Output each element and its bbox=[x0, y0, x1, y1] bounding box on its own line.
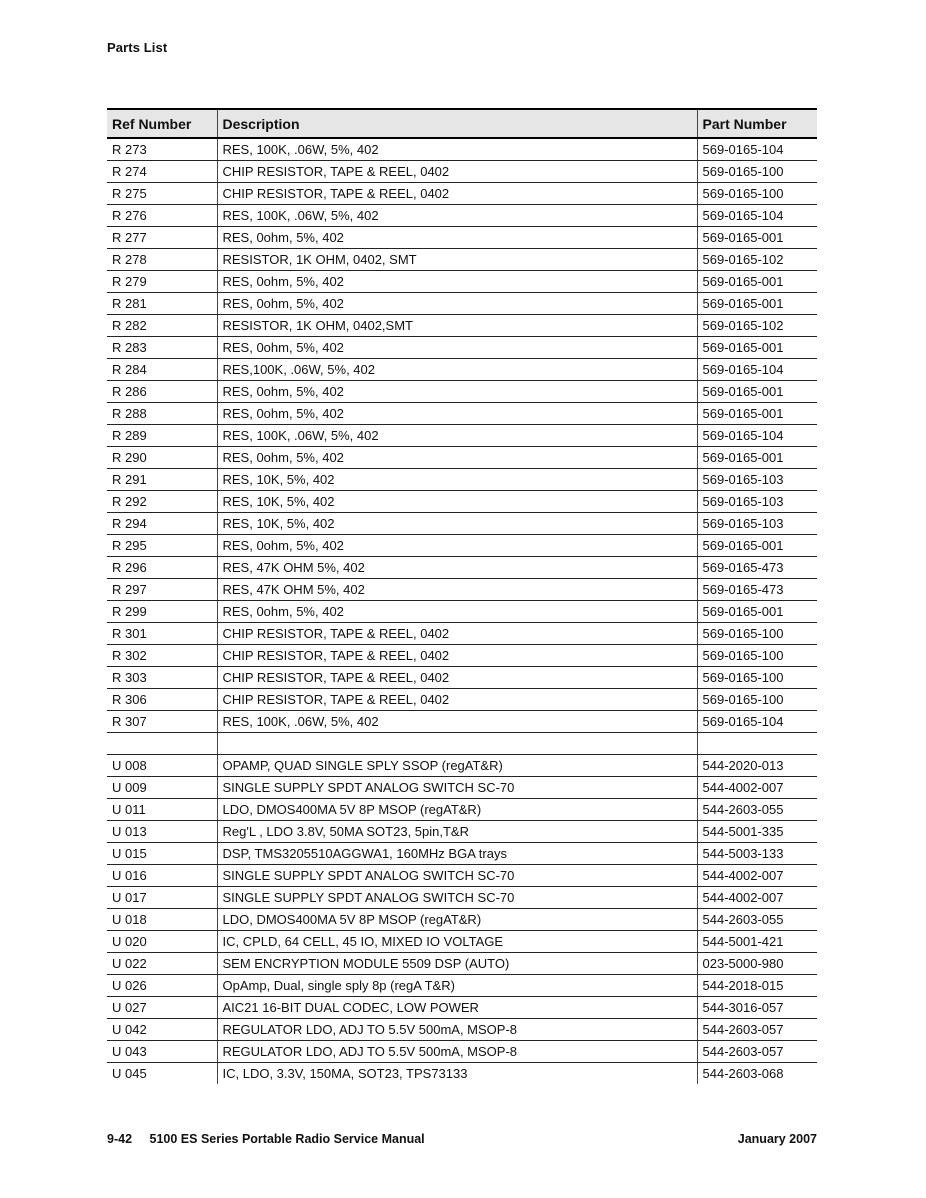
part-number-cell: 569-0165-104 bbox=[697, 711, 817, 733]
table-row bbox=[107, 513, 817, 535]
table-row bbox=[107, 689, 817, 711]
table-row bbox=[107, 491, 817, 513]
description-cell: CHIP RESISTOR, TAPE & REEL, 0402 bbox=[217, 667, 697, 689]
description-cell: REGULATOR LDO, ADJ TO 5.5V 500mA, MSOP-8 bbox=[217, 1019, 697, 1041]
description-cell: SINGLE SUPPLY SPDT ANALOG SWITCH SC-70 bbox=[217, 865, 697, 887]
part-number-cell: 569-0165-104 bbox=[697, 138, 817, 161]
ref-number-cell: U 008 bbox=[107, 755, 217, 777]
description-cell: RES, 0ohm, 5%, 402 bbox=[217, 447, 697, 469]
table-row bbox=[107, 227, 817, 249]
part-number-cell: 569-0165-104 bbox=[697, 359, 817, 381]
parts-table-container bbox=[107, 108, 817, 1084]
part-number-cell: 544-2603-057 bbox=[697, 1041, 817, 1063]
ref-number-cell: R 283 bbox=[107, 337, 217, 359]
footer-date: January 2007 bbox=[737, 1132, 817, 1146]
description-cell: RES, 47K OHM 5%, 402 bbox=[217, 557, 697, 579]
ref-number-cell: R 301 bbox=[107, 623, 217, 645]
table-row bbox=[107, 667, 817, 689]
description-cell: RES, 100K, .06W, 5%, 402 bbox=[217, 138, 697, 161]
ref-number-cell: R 296 bbox=[107, 557, 217, 579]
ref-number-cell: R 274 bbox=[107, 161, 217, 183]
part-number-cell: 569-0165-001 bbox=[697, 447, 817, 469]
part-number-cell: 569-0165-001 bbox=[697, 403, 817, 425]
ref-number-cell: U 026 bbox=[107, 975, 217, 997]
part-number-cell: 569-0165-001 bbox=[697, 271, 817, 293]
ref-number-cell: R 295 bbox=[107, 535, 217, 557]
table-row bbox=[107, 711, 817, 733]
ref-number-cell: R 275 bbox=[107, 183, 217, 205]
part-number-cell bbox=[697, 733, 817, 755]
footer-left bbox=[107, 1132, 425, 1146]
table-row bbox=[107, 975, 817, 997]
table-row bbox=[107, 1041, 817, 1063]
part-number-cell: 569-0165-102 bbox=[697, 315, 817, 337]
parts-table bbox=[107, 108, 817, 1084]
table-row bbox=[107, 337, 817, 359]
ref-number-cell: R 297 bbox=[107, 579, 217, 601]
table-row bbox=[107, 997, 817, 1019]
ref-number-cell: R 303 bbox=[107, 667, 217, 689]
table-row bbox=[107, 359, 817, 381]
part-number-cell: 544-2603-068 bbox=[697, 1063, 817, 1085]
part-number-cell: 544-3016-057 bbox=[697, 997, 817, 1019]
description-cell: DSP, TMS3205510AGGWA1, 160MHz BGA trays bbox=[217, 843, 697, 865]
ref-number-cell: R 294 bbox=[107, 513, 217, 535]
part-number-cell: 569-0165-100 bbox=[697, 667, 817, 689]
ref-number-cell: U 043 bbox=[107, 1041, 217, 1063]
description-cell: CHIP RESISTOR, TAPE & REEL, 0402 bbox=[217, 161, 697, 183]
part-number-cell: 544-2603-055 bbox=[697, 799, 817, 821]
description-cell: RES, 100K, .06W, 5%, 402 bbox=[217, 425, 697, 447]
table-row bbox=[107, 755, 817, 777]
description-cell: RES, 0ohm, 5%, 402 bbox=[217, 271, 697, 293]
part-number-cell: 544-2603-057 bbox=[697, 1019, 817, 1041]
description-cell: RES,100K, .06W, 5%, 402 bbox=[217, 359, 697, 381]
ref-number-cell: R 299 bbox=[107, 601, 217, 623]
description-cell: RES, 0ohm, 5%, 402 bbox=[217, 227, 697, 249]
ref-number-cell: R 288 bbox=[107, 403, 217, 425]
table-body bbox=[107, 138, 817, 1084]
part-number-cell: 569-0165-103 bbox=[697, 469, 817, 491]
description-cell: RES, 0ohm, 5%, 402 bbox=[217, 403, 697, 425]
part-number-cell: 544-5001-335 bbox=[697, 821, 817, 843]
description-cell: CHIP RESISTOR, TAPE & REEL, 0402 bbox=[217, 623, 697, 645]
description-cell: RES, 47K OHM 5%, 402 bbox=[217, 579, 697, 601]
description-cell: IC, CPLD, 64 CELL, 45 IO, MIXED IO VOLTAGE bbox=[217, 931, 697, 953]
part-number-cell: 569-0165-104 bbox=[697, 425, 817, 447]
table-row bbox=[107, 777, 817, 799]
table-row bbox=[107, 249, 817, 271]
ref-number-cell: U 042 bbox=[107, 1019, 217, 1041]
table-row bbox=[107, 623, 817, 645]
ref-number-cell bbox=[107, 733, 217, 755]
description-cell: Reg'L , LDO 3.8V, 50MA SOT23, 5pin,T&R bbox=[217, 821, 697, 843]
description-cell: OPAMP, QUAD SINGLE SPLY SSOP (regAT&R) bbox=[217, 755, 697, 777]
description-cell: RES, 10K, 5%, 402 bbox=[217, 469, 697, 491]
page-header-title: Parts List bbox=[107, 40, 168, 55]
ref-number-cell: R 281 bbox=[107, 293, 217, 315]
table-row bbox=[107, 403, 817, 425]
description-cell: RES, 10K, 5%, 402 bbox=[217, 491, 697, 513]
ref-number-cell: U 011 bbox=[107, 799, 217, 821]
part-number-cell: 569-0165-001 bbox=[697, 601, 817, 623]
description-cell: OpAmp, Dual, single sply 8p (regA T&R) bbox=[217, 975, 697, 997]
column-header-ref-number: Ref Number bbox=[107, 109, 217, 138]
description-cell: IC, LDO, 3.3V, 150MA, SOT23, TPS73133 bbox=[217, 1063, 697, 1085]
description-cell: SEM ENCRYPTION MODULE 5509 DSP (AUTO) bbox=[217, 953, 697, 975]
part-number-cell: 023-5000-980 bbox=[697, 953, 817, 975]
ref-number-cell: R 284 bbox=[107, 359, 217, 381]
description-cell: REGULATOR LDO, ADJ TO 5.5V 500mA, MSOP-8 bbox=[217, 1041, 697, 1063]
ref-number-cell: R 289 bbox=[107, 425, 217, 447]
description-cell: RES, 0ohm, 5%, 402 bbox=[217, 293, 697, 315]
table-row bbox=[107, 843, 817, 865]
description-cell: CHIP RESISTOR, TAPE & REEL, 0402 bbox=[217, 689, 697, 711]
description-cell: RES, 0ohm, 5%, 402 bbox=[217, 601, 697, 623]
ref-number-cell: U 009 bbox=[107, 777, 217, 799]
part-number-cell: 569-0165-104 bbox=[697, 205, 817, 227]
table-row bbox=[107, 557, 817, 579]
ref-number-cell: R 291 bbox=[107, 469, 217, 491]
ref-number-cell: R 273 bbox=[107, 138, 217, 161]
ref-number-cell: R 277 bbox=[107, 227, 217, 249]
table-row bbox=[107, 733, 817, 755]
description-cell: RES, 0ohm, 5%, 402 bbox=[217, 337, 697, 359]
part-number-cell: 544-4002-007 bbox=[697, 865, 817, 887]
part-number-cell: 569-0165-001 bbox=[697, 535, 817, 557]
description-cell: LDO, DMOS400MA 5V 8P MSOP (regAT&R) bbox=[217, 799, 697, 821]
part-number-cell: 569-0165-100 bbox=[697, 645, 817, 667]
column-header-description: Description bbox=[217, 109, 697, 138]
table-row bbox=[107, 535, 817, 557]
ref-number-cell: U 016 bbox=[107, 865, 217, 887]
column-header-part-number: Part Number bbox=[697, 109, 817, 138]
description-cell: RES, 0ohm, 5%, 402 bbox=[217, 535, 697, 557]
table-row bbox=[107, 205, 817, 227]
part-number-cell: 569-0165-001 bbox=[697, 227, 817, 249]
ref-number-cell: R 306 bbox=[107, 689, 217, 711]
description-cell: AIC21 16-BIT DUAL CODEC, LOW POWER bbox=[217, 997, 697, 1019]
ref-number-cell: U 017 bbox=[107, 887, 217, 909]
ref-number-cell: U 015 bbox=[107, 843, 217, 865]
description-cell: CHIP RESISTOR, TAPE & REEL, 0402 bbox=[217, 645, 697, 667]
table-row bbox=[107, 865, 817, 887]
table-row bbox=[107, 887, 817, 909]
part-number-cell: 544-4002-007 bbox=[697, 887, 817, 909]
part-number-cell: 544-5003-133 bbox=[697, 843, 817, 865]
table-row bbox=[107, 183, 817, 205]
ref-number-cell: R 276 bbox=[107, 205, 217, 227]
description-cell: CHIP RESISTOR, TAPE & REEL, 0402 bbox=[217, 183, 697, 205]
description-cell bbox=[217, 733, 697, 755]
description-cell: RESISTOR, 1K OHM, 0402, SMT bbox=[217, 249, 697, 271]
description-cell: RES, 0ohm, 5%, 402 bbox=[217, 381, 697, 403]
ref-number-cell: R 307 bbox=[107, 711, 217, 733]
part-number-cell: 569-0165-100 bbox=[697, 623, 817, 645]
description-cell: SINGLE SUPPLY SPDT ANALOG SWITCH SC-70 bbox=[217, 887, 697, 909]
ref-number-cell: R 279 bbox=[107, 271, 217, 293]
table-row bbox=[107, 1019, 817, 1041]
part-number-cell: 569-0165-001 bbox=[697, 293, 817, 315]
table-row bbox=[107, 447, 817, 469]
table-row bbox=[107, 315, 817, 337]
ref-number-cell: R 302 bbox=[107, 645, 217, 667]
table-row bbox=[107, 799, 817, 821]
part-number-cell: 569-0165-100 bbox=[697, 183, 817, 205]
table-row bbox=[107, 909, 817, 931]
footer-manual-title: 5100 ES Series Portable Radio Service Manual bbox=[149, 1132, 425, 1146]
description-cell: SINGLE SUPPLY SPDT ANALOG SWITCH SC-70 bbox=[217, 777, 697, 799]
ref-number-cell: U 022 bbox=[107, 953, 217, 975]
description-cell: RES, 100K, .06W, 5%, 402 bbox=[217, 711, 697, 733]
ref-number-cell: U 020 bbox=[107, 931, 217, 953]
part-number-cell: 569-0165-100 bbox=[697, 689, 817, 711]
table-row bbox=[107, 271, 817, 293]
part-number-cell: 544-2603-055 bbox=[697, 909, 817, 931]
table-row bbox=[107, 931, 817, 953]
description-cell: RESISTOR, 1K OHM, 0402,SMT bbox=[217, 315, 697, 337]
part-number-cell: 544-4002-007 bbox=[697, 777, 817, 799]
description-cell: RES, 100K, .06W, 5%, 402 bbox=[217, 205, 697, 227]
table-row bbox=[107, 1063, 817, 1085]
ref-number-cell: R 278 bbox=[107, 249, 217, 271]
part-number-cell: 569-0165-102 bbox=[697, 249, 817, 271]
description-cell: RES, 10K, 5%, 402 bbox=[217, 513, 697, 535]
description-cell: LDO, DMOS400MA 5V 8P MSOP (regAT&R) bbox=[217, 909, 697, 931]
table-row bbox=[107, 293, 817, 315]
table-row bbox=[107, 161, 817, 183]
ref-number-cell: R 282 bbox=[107, 315, 217, 337]
ref-number-cell: U 027 bbox=[107, 997, 217, 1019]
ref-number-cell: U 018 bbox=[107, 909, 217, 931]
part-number-cell: 569-0165-001 bbox=[697, 381, 817, 403]
table-row bbox=[107, 645, 817, 667]
table-row bbox=[107, 601, 817, 623]
part-number-cell: 544-2020-013 bbox=[697, 755, 817, 777]
footer-page-number: 9-42 bbox=[107, 1132, 133, 1146]
ref-number-cell: R 290 bbox=[107, 447, 217, 469]
part-number-cell: 569-0165-100 bbox=[697, 161, 817, 183]
table-row bbox=[107, 821, 817, 843]
part-number-cell: 569-0165-473 bbox=[697, 579, 817, 601]
part-number-cell: 544-2018-015 bbox=[697, 975, 817, 997]
ref-number-cell: R 286 bbox=[107, 381, 217, 403]
table-row bbox=[107, 138, 817, 161]
table-row bbox=[107, 425, 817, 447]
ref-number-cell: R 292 bbox=[107, 491, 217, 513]
part-number-cell: 569-0165-001 bbox=[697, 337, 817, 359]
part-number-cell: 569-0165-103 bbox=[697, 513, 817, 535]
table-row bbox=[107, 469, 817, 491]
table-header-row bbox=[107, 109, 817, 138]
table-row bbox=[107, 381, 817, 403]
table-row bbox=[107, 579, 817, 601]
ref-number-cell: U 045 bbox=[112, 1066, 147, 1081]
part-number-cell: 569-0165-103 bbox=[697, 491, 817, 513]
ref-number-cell: U 013 bbox=[107, 821, 217, 843]
table-row bbox=[107, 953, 817, 975]
part-number-cell: 544-5001-421 bbox=[697, 931, 817, 953]
part-number-cell: 569-0165-473 bbox=[697, 557, 817, 579]
